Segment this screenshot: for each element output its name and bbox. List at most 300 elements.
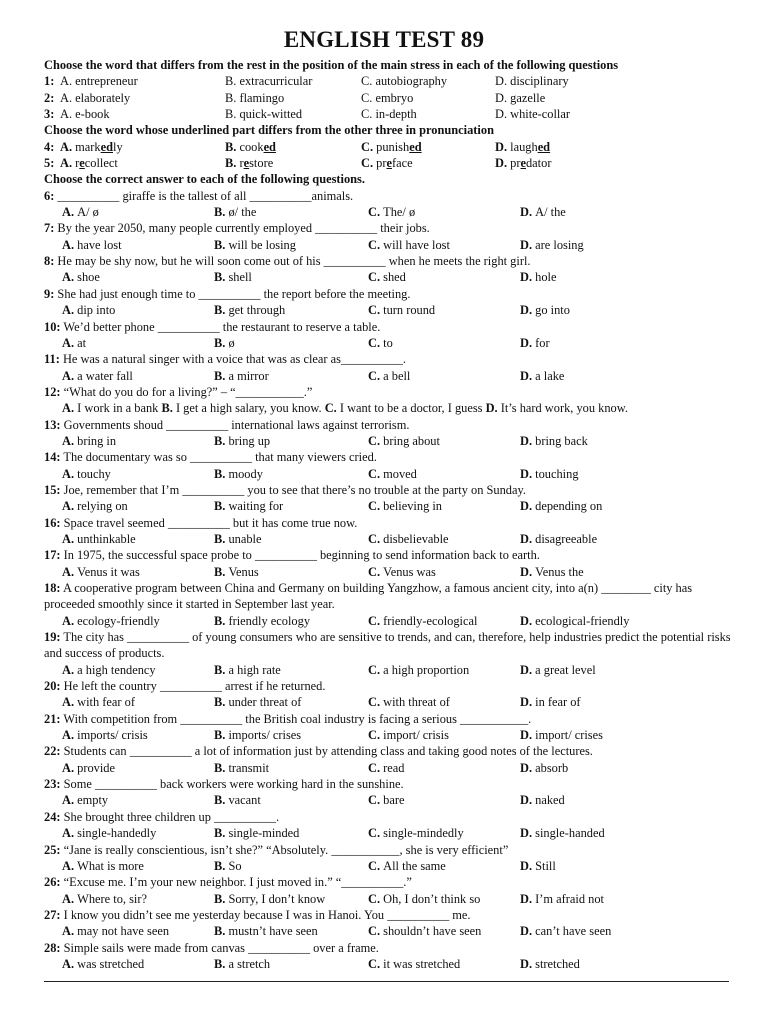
option-letter: B. (214, 728, 229, 743)
answer-option: B. bring up (214, 433, 271, 448)
answer-option: B. cooked (225, 139, 276, 154)
answer-option: A. ecology-friendly (62, 613, 160, 628)
option-letter: C. (361, 139, 377, 154)
answer-option: D. A/ the (520, 205, 566, 220)
text-line (44, 858, 744, 874)
option-letter: C. (368, 531, 384, 546)
question-stem: Some __________ back workers were working hard in the sunshine. (60, 777, 404, 792)
option-letter: C. (368, 924, 384, 939)
answer-option: C. punished (361, 139, 422, 154)
underlined-part: e (243, 156, 250, 171)
question-number: 13: (44, 417, 61, 432)
underlined-part: ed (100, 139, 114, 154)
option-letter: C. (368, 613, 384, 628)
question-stem: Governments shoud __________ international laws against terrorism. (60, 417, 410, 432)
answer-option: D. stretched (520, 956, 580, 971)
answer-option: C. Venus was (368, 564, 436, 579)
answer-option: A. Where to, sir? (62, 891, 147, 906)
answer-option: C. read (368, 760, 405, 775)
answer-option: A. have lost (62, 237, 122, 252)
question-stem: By the year 2050, many people currently employed __________ their jobs. (54, 221, 430, 236)
option-letter: B. (214, 662, 229, 677)
answer-option: A. bring in (62, 433, 117, 448)
answer-option: A. recollect (60, 156, 118, 171)
answer-option: D. predator (495, 156, 552, 171)
text-line (44, 106, 744, 122)
answer-option: C. shouldn’t have seen (368, 924, 482, 939)
question-number: 28: (44, 940, 61, 955)
question-stem: Space travel seemed __________ but it has come true now. (60, 515, 358, 530)
question-stem: We’d better phone __________ the restaurant to reserve a table. (60, 319, 381, 334)
underlined-part: ed (409, 139, 422, 154)
answer-option: I want to be a doctor, I guess (339, 401, 486, 416)
answer-option: B. vacant (214, 793, 261, 808)
answer-option: A. dip into (62, 303, 116, 318)
text-line (44, 155, 744, 171)
answer-option: A. shoe (62, 270, 100, 285)
answer-option: B. under threat of (214, 695, 302, 710)
text-line (44, 792, 744, 808)
option-letter: A. (62, 728, 78, 743)
text-line (44, 760, 744, 776)
text-line (44, 662, 744, 678)
question-number: 10: (44, 319, 61, 334)
option-letter: D. (520, 826, 536, 841)
question-number: 18: (44, 581, 61, 595)
answer-option: D. disagreeable (520, 531, 598, 546)
question-stem: With competition from __________ the British coal industry is facing a serious ___________. (60, 711, 532, 726)
answer-option: C. single-mindedly (368, 826, 464, 841)
text-line (44, 188, 744, 204)
text-line (44, 253, 744, 269)
option-letter: D. (520, 303, 536, 318)
answer-option: B. extracurricular (225, 74, 313, 89)
text-line (44, 466, 744, 482)
option-letter: D. (520, 956, 536, 971)
option-letter: C. (368, 956, 384, 971)
answer-option: A. with fear of (62, 695, 135, 710)
text-line (44, 335, 744, 351)
answer-option: C. will have lost (368, 237, 450, 252)
answer-option: A. provide (62, 760, 116, 775)
option-letter: A. (62, 237, 78, 252)
question-number: 22: (44, 744, 61, 759)
underlined-part: e (386, 156, 392, 171)
section-instruction: Choose the correct answer to each of the following questions. (44, 172, 365, 187)
answer-option: C. embryo (361, 90, 414, 105)
option-letter: A. (62, 564, 78, 579)
text-line (44, 204, 744, 220)
option-letter: C. (368, 695, 384, 710)
text-line (44, 368, 744, 384)
answer-option: B. flamingo (225, 90, 285, 105)
option-letter: C. (324, 401, 340, 416)
answer-option: D. depending on (520, 499, 603, 514)
text-line (44, 90, 744, 106)
option-letter: A. (62, 793, 78, 808)
answer-option: D. single-handed (520, 826, 605, 841)
answer-option: B. waiting for (214, 499, 284, 514)
question-list (44, 57, 744, 972)
option-letter: D. (520, 205, 536, 220)
answer-option: D. I’m afraid not (520, 891, 604, 906)
option-letter: C. (361, 156, 377, 171)
option-letter: B. (214, 613, 229, 628)
answer-option: A. Venus it was (62, 564, 140, 579)
answer-option: C. turn round (368, 303, 436, 318)
option-letter: D. (520, 695, 536, 710)
question-number: 2: (44, 90, 55, 105)
answer-option: C. believing in (368, 499, 442, 514)
answer-option: C. import/ crisis (368, 728, 449, 743)
question-stem: A cooperative program between China and Germany on building Yangzhow, a famous ancient city, into a(n) ________ city has proceeded smoothly since it started in September last year. (44, 581, 693, 612)
answer-option: B. mustn’t have seen (214, 924, 318, 939)
option-letter: A. (62, 368, 78, 383)
question-stem: Students can __________ a lot of information just by attending class and taking good notes of the lectures. (60, 744, 593, 759)
answer-option: D. absorb (520, 760, 569, 775)
answer-option: C. bring about (368, 433, 440, 448)
question-stem: “Jane is really conscientious, isn’t she?” “Absolutely. ___________, she is very efficient” (60, 842, 509, 857)
answer-option: C. shed (368, 270, 406, 285)
option-letter: C. (368, 205, 384, 220)
option-letter: B. (214, 564, 229, 579)
text-line (44, 874, 744, 890)
answer-option: C. a high proportion (368, 662, 470, 677)
option-letter: C. (368, 826, 384, 841)
option-letter: D. (520, 564, 536, 579)
question-number: 21: (44, 711, 61, 726)
answer-option: B. transmit (214, 760, 270, 775)
answer-option: C. to (368, 335, 393, 350)
answer-option: D. ecological-friendly (520, 613, 630, 628)
question-number: 1: (44, 74, 55, 89)
option-letter: C. (368, 662, 384, 677)
text-line (44, 629, 744, 662)
option-letter: D. (520, 270, 536, 285)
option-letter: D. (485, 401, 501, 416)
option-letter: B. (161, 401, 176, 416)
answer-option: D. disciplinary (495, 74, 569, 89)
answer-option: A. entrepreneur (60, 74, 138, 89)
option-letter: D. (520, 613, 536, 628)
text-line (44, 286, 744, 302)
underlined-part: e (520, 156, 526, 171)
option-letter: C. (368, 760, 384, 775)
option-letter: D. (495, 139, 511, 154)
option-letter: A. (62, 499, 78, 514)
option-letter: A. (62, 335, 78, 350)
text-line (44, 269, 744, 285)
text-line (44, 694, 744, 710)
option-letter: C. (368, 793, 384, 808)
question-number: 11: (44, 352, 60, 367)
question-stem: “What do you do for a living?” – “___________.” (60, 384, 313, 399)
option-letter: A. (62, 303, 78, 318)
option-letter: C. (368, 303, 384, 318)
answer-option: B. So (214, 858, 242, 873)
text-line (44, 139, 744, 155)
answer-option: B. moody (214, 466, 263, 481)
answer-option: C. in-depth (361, 107, 417, 122)
text-line (44, 319, 744, 335)
question-stem: He left the country __________ arrest if he returned. (60, 679, 326, 694)
option-letter: B. (214, 760, 229, 775)
option-letter: D. (520, 858, 536, 873)
underlined-part: ed (537, 139, 551, 154)
answer-option: B. Venus (214, 564, 259, 579)
answer-option: A. may not have seen (62, 924, 170, 939)
option-letter: B. (214, 858, 229, 873)
option-letter: B. (214, 531, 229, 546)
option-letter: A. (62, 270, 78, 285)
option-letter: C. (368, 564, 384, 579)
text-line (44, 237, 744, 253)
option-letter: C. (368, 499, 384, 514)
answer-option: D. import/ crises (520, 728, 603, 743)
answer-option: C. with threat of (368, 695, 450, 710)
answer-option: D. Venus the (520, 564, 584, 579)
answer-option: B. a high rate (214, 662, 281, 677)
answer-option: B. unable (214, 531, 262, 546)
text-line (44, 940, 744, 956)
text-line (44, 482, 744, 498)
answer-option: D. in fear of (520, 695, 581, 710)
text-line (44, 220, 744, 236)
option-letter: A. (62, 205, 78, 220)
option-letter: C. (368, 270, 384, 285)
question-stem: In 1975, the successful space probe to __________ beginning to send information back to earth. (60, 548, 540, 563)
question-stem: He may be shy now, but he will soon come out of his __________ when he meets the right girl. (54, 254, 531, 269)
option-letter: A. (62, 613, 78, 628)
text-line (44, 923, 744, 939)
text-line (44, 825, 744, 841)
text-line (44, 57, 744, 73)
answer-option: D. touching (520, 466, 579, 481)
option-letter: B. (214, 466, 229, 481)
page-title: ENGLISH TEST 89 (283, 27, 485, 52)
answer-option: A. relying on (62, 499, 128, 514)
option-letter: D. (520, 466, 536, 481)
option-letter: A. (62, 531, 78, 546)
question-stem: She brought three children up __________. (60, 809, 280, 824)
answer-option: B. get through (214, 303, 286, 318)
underlined-part: ed (263, 139, 276, 154)
option-letter: B. (225, 139, 240, 154)
answer-option: B. imports/ crises (214, 728, 302, 743)
text-line (44, 531, 744, 547)
option-letter: D. (495, 156, 511, 171)
text-line (44, 678, 744, 694)
option-letter: C. (368, 466, 384, 481)
option-letter: D. (520, 335, 536, 350)
option-letter: A. (62, 695, 78, 710)
answer-option: A. a high tendency (62, 662, 156, 677)
question-number: 25: (44, 842, 61, 857)
answer-option: A. a water fall (62, 368, 133, 383)
section-instruction: Choose the word whose underlined part differs from the other three in pronunciation (44, 123, 494, 138)
option-letter: B. (214, 793, 229, 808)
option-letter: A. (62, 662, 78, 677)
answer-option: D. can’t have seen (520, 924, 612, 939)
answer-option: C. bare (368, 793, 405, 808)
answer-option: A. elaborately (60, 90, 131, 105)
answer-option: I work in a bank (77, 401, 162, 416)
option-letter: B. (214, 695, 229, 710)
question-number: 15: (44, 482, 61, 497)
option-letter: D. (520, 433, 536, 448)
option-letter: B. (214, 433, 229, 448)
text-line (44, 727, 744, 743)
question-stem: Joe, remember that I’m __________ you to see that there’s no trouble at the party on Sunday. (60, 482, 526, 497)
text-line (44, 613, 744, 629)
answer-option: B. restore (225, 156, 274, 171)
option-letter: B. (214, 270, 229, 285)
answer-option: B. Sorry, I don’t know (214, 891, 326, 906)
option-letter: B. (214, 499, 229, 514)
option-letter: D. (520, 368, 536, 383)
option-letter: A. (62, 760, 78, 775)
option-letter: C. (368, 335, 384, 350)
option-letter: A. (60, 139, 76, 154)
text-line (44, 711, 744, 727)
question-number: 4: (44, 139, 55, 154)
option-letter: C. (368, 237, 384, 252)
answer-option: C. a bell (368, 368, 411, 383)
question-number: 17: (44, 548, 61, 563)
question-number: 8: (44, 254, 55, 269)
option-letter: D. (520, 728, 536, 743)
text-line (44, 564, 744, 580)
question-number: 9: (44, 286, 55, 301)
answer-option: C. disbelievable (368, 531, 449, 546)
question-stem: I know you didn’t see me yesterday because I was in Hanoi. You __________ me. (60, 907, 471, 922)
question-number: 27: (44, 907, 61, 922)
answer-option: C. preface (361, 156, 413, 171)
answer-option: B. ø (214, 335, 235, 350)
question-stem: __________ giraffe is the tallest of all __________animals. (54, 188, 354, 203)
answer-option: D. naked (520, 793, 565, 808)
option-letter: B. (214, 891, 229, 906)
text-line (44, 384, 744, 400)
option-letter: A. (62, 924, 78, 939)
answer-option: D. bring back (520, 433, 588, 448)
option-letter: A. (62, 433, 78, 448)
answer-option: B. ø/ the (214, 205, 257, 220)
answer-option: A. touchy (62, 466, 111, 481)
question-number: 12: (44, 384, 61, 399)
text-line (44, 73, 744, 89)
answer-option: C. The/ ø (368, 205, 416, 220)
option-letter: B. (214, 368, 229, 383)
option-letter: B. (214, 237, 229, 252)
option-letter: C. (368, 858, 384, 873)
answer-option: D. gazelle (495, 90, 546, 105)
question-number: 14: (44, 450, 61, 465)
footer-divider (44, 981, 729, 982)
question-stem: “Excuse me. I’m your new neighbor. I just moved in.” “__________.” (60, 875, 412, 890)
answer-option: A. imports/ crisis (62, 728, 148, 743)
text-line (44, 907, 744, 923)
answer-option: C. it was stretched (368, 956, 461, 971)
option-letter: B. (214, 956, 229, 971)
answer-option: B. a stretch (214, 956, 271, 971)
answer-option: A. empty (62, 793, 109, 808)
option-letter: D. (520, 760, 536, 775)
question-number: 24: (44, 809, 61, 824)
answer-option: D. hole (520, 270, 557, 285)
answer-option: A. unthinkable (62, 531, 136, 546)
option-letter: A. (62, 956, 78, 971)
text-line (44, 515, 744, 531)
option-letter: B. (214, 335, 229, 350)
text-line (44, 498, 744, 514)
text-line (44, 351, 744, 367)
text-line (44, 809, 744, 825)
answer-option: B. will be losing (214, 237, 296, 252)
option-letter: C. (368, 891, 384, 906)
question-number: 20: (44, 679, 61, 694)
answer-option: D. for (520, 335, 550, 350)
text-line (44, 171, 744, 187)
answer-option: B. shell (214, 270, 252, 285)
answer-option: C. Oh, I don’t think so (368, 891, 481, 906)
answer-option: D. white-collar (495, 107, 571, 122)
answer-option: A. What is more (62, 858, 144, 873)
answer-option: C. autobiography (361, 74, 448, 89)
answer-option: D. Still (520, 858, 556, 873)
text-line (44, 433, 744, 449)
option-letter: D. (520, 793, 536, 808)
underlined-part: e (79, 156, 85, 171)
answer-option: C. moved (368, 466, 417, 481)
question-number: 19: (44, 630, 61, 645)
answer-option: A. A/ ø (62, 205, 99, 220)
question-number: 7: (44, 221, 55, 236)
question-number: 26: (44, 875, 61, 890)
answer-option: D. go into (520, 303, 570, 318)
text-line (44, 842, 744, 858)
answer-option: D. a great level (520, 662, 596, 677)
answer-option: D. are losing (520, 237, 584, 252)
question-stem: She had just enough time to __________ the report before the meeting. (54, 286, 411, 301)
question-number: 6: (44, 188, 55, 203)
text-line (44, 400, 744, 416)
text-line (44, 580, 744, 613)
answer-option: C. friendly-ecological (368, 613, 478, 628)
option-letter: D. (520, 891, 536, 906)
section-instruction: Choose the word that differs from the rest in the position of the main stress in each of the following questions (44, 58, 619, 72)
answer-option: C. All the same (368, 858, 446, 873)
option-letter: D. (520, 662, 536, 677)
question-stem: The documentary was so __________ that many viewers cried. (60, 450, 377, 465)
option-letter: C. (368, 368, 384, 383)
answer-option: B. a mirror (214, 368, 269, 383)
answer-option: B. single-minded (214, 826, 300, 841)
answer-option: B. friendly ecology (214, 613, 311, 628)
option-letter: A. (62, 466, 78, 481)
answer-options-inline (62, 400, 628, 416)
question-number: 5: (44, 156, 55, 171)
option-letter: D. (520, 531, 536, 546)
answer-option: D. a lake (520, 368, 565, 383)
option-letter: A. (62, 858, 78, 873)
option-letter: A. (62, 826, 78, 841)
answer-option: A. e-book (60, 107, 110, 122)
option-letter: D. (520, 237, 536, 252)
text-line (44, 891, 744, 907)
question-number: 16: (44, 515, 61, 530)
option-letter: B. (214, 205, 229, 220)
